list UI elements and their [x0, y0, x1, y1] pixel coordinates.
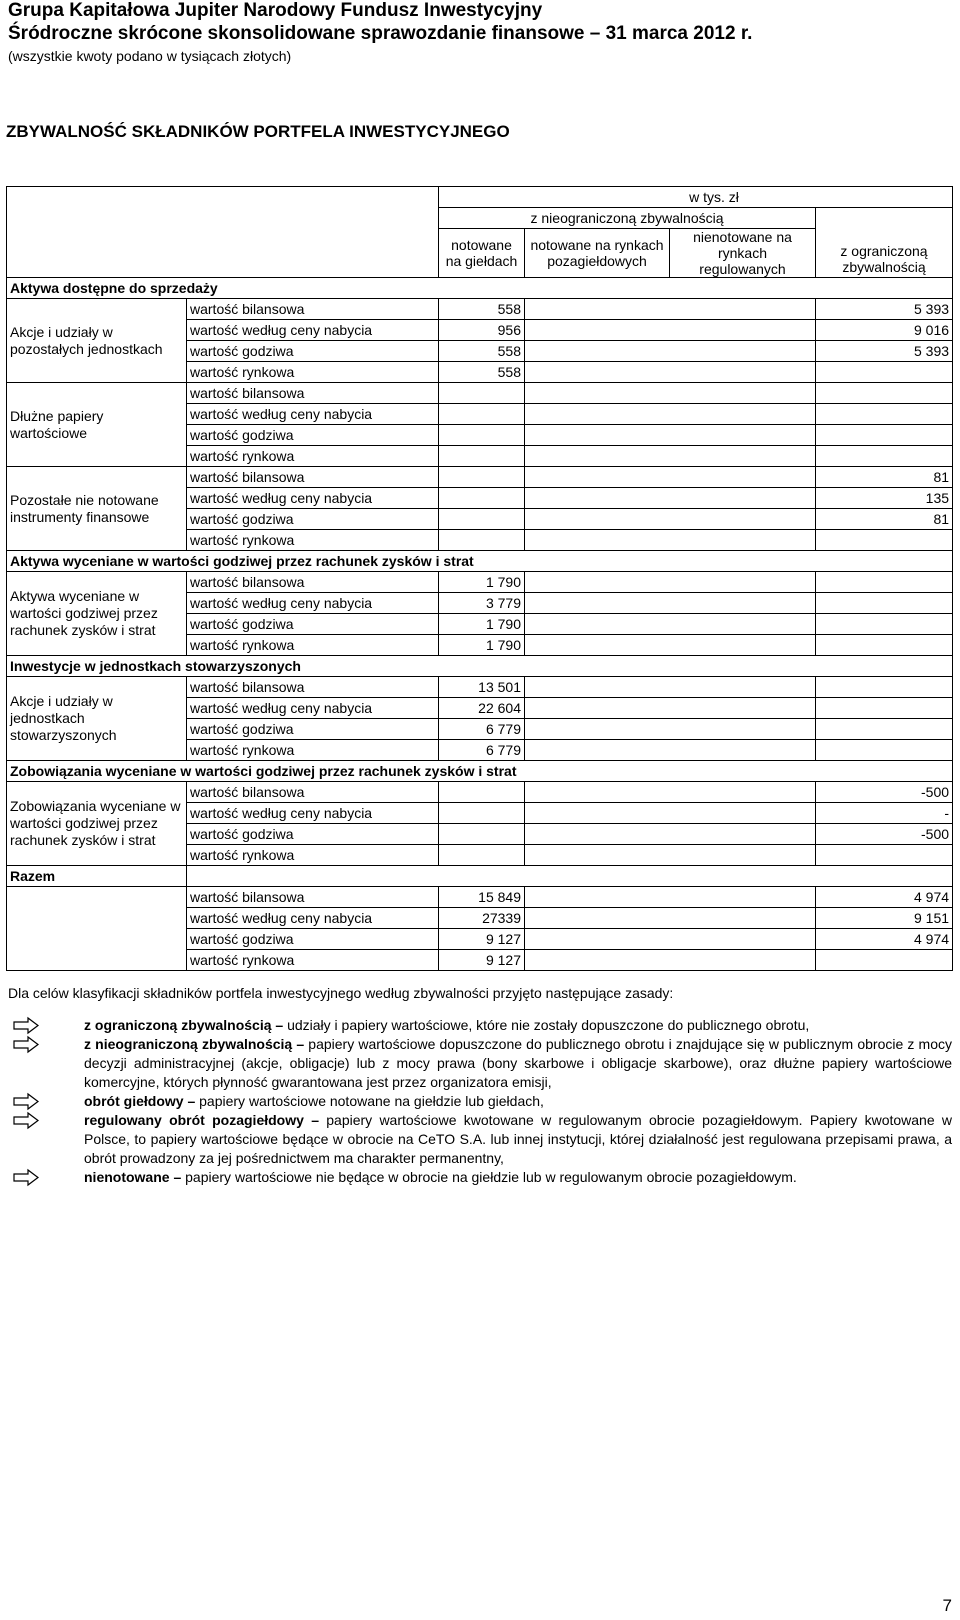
section-header: Zobowiązania wyceniane w wartości godziwej przez rachunek zysków i strat [7, 761, 953, 782]
value-cell [525, 677, 670, 698]
classification-intro: Dla celów klasyfikacji składników portfela inwestycyjnego według zbywalności przyjęto następujące zasady: [8, 985, 674, 1001]
measure-label: wartość godziwa [187, 929, 439, 950]
value-cell [525, 593, 670, 614]
value-cell [816, 950, 953, 971]
value-cell [670, 950, 816, 971]
definition-dash: – [311, 1112, 319, 1128]
measure-label: wartość rynkowa [187, 740, 439, 761]
definition-item [8, 1016, 952, 1035]
value-cell: 5 393 [816, 299, 953, 320]
value-cell [525, 425, 670, 446]
definition-term: nienotowane [84, 1169, 170, 1185]
measure-label: wartość według ceny nabycia [187, 803, 439, 824]
value-cell [670, 719, 816, 740]
row-group-label: Akcje i udziały w pozostałych jednostkach [7, 299, 187, 383]
value-cell: 558 [439, 362, 525, 383]
value-cell [670, 803, 816, 824]
value-cell [670, 383, 816, 404]
value-cell [439, 530, 525, 551]
value-cell [670, 446, 816, 467]
definition-text: papiery wartościowe nie będące w obrocie na giełdzie lub w regulowanym obrocie pozagiełdowym. [181, 1169, 797, 1185]
value-cell: 13 501 [439, 677, 525, 698]
total-label: Razem [7, 866, 187, 887]
definition-term: regulowany obrót pozagiełdowy [84, 1112, 304, 1128]
value-cell: 9 151 [816, 908, 953, 929]
value-cell [439, 425, 525, 446]
value-cell [525, 950, 670, 971]
value-cell: 558 [439, 341, 525, 362]
value-cell [525, 719, 670, 740]
value-cell [670, 887, 816, 908]
value-cell: 1 790 [439, 572, 525, 593]
measure-label: wartość godziwa [187, 719, 439, 740]
measure-label: wartość według ceny nabycia [187, 404, 439, 425]
measure-label: wartość godziwa [187, 341, 439, 362]
measure-label: wartość godziwa [187, 614, 439, 635]
arrow-bullet-icon [12, 1111, 44, 1130]
measure-label: wartość bilansowa [187, 677, 439, 698]
value-cell [439, 383, 525, 404]
value-cell [670, 824, 816, 845]
section-header: Aktywa dostępne do sprzedaży [7, 278, 953, 299]
measure-label: wartość według ceny nabycia [187, 593, 439, 614]
portfolio-liquidity-table [6, 186, 953, 971]
definition-term: z ograniczoną zbywalnością [84, 1017, 272, 1033]
section-header-row [7, 551, 953, 572]
table-row [7, 572, 953, 593]
value-cell [525, 782, 670, 803]
table-row [7, 887, 953, 908]
row-group-label: Pozostałe nie notowane instrumenty finansowe [7, 467, 187, 551]
value-cell [525, 698, 670, 719]
value-cell [525, 887, 670, 908]
definitions-list [8, 1016, 952, 1187]
value-cell: 81 [816, 509, 953, 530]
value-cell [670, 467, 816, 488]
value-cell [525, 299, 670, 320]
table-header-row-group [7, 208, 953, 229]
report-company-title: Grupa Kapitałowa Jupiter Narodowy Fundusz Inwestycyjny [8, 0, 543, 21]
value-cell [670, 488, 816, 509]
value-cell: 81 [816, 467, 953, 488]
row-group-label: Akcje i udziały w jednostkach stowarzyszonych [7, 677, 187, 761]
definition-term: obrót giełdowy [84, 1093, 184, 1109]
value-cell [816, 446, 953, 467]
arrow-bullet-icon [12, 1168, 44, 1187]
value-cell [816, 635, 953, 656]
section-header-row [7, 761, 953, 782]
value-cell [816, 740, 953, 761]
value-cell [439, 824, 525, 845]
value-cell [816, 698, 953, 719]
definition-dash: – [275, 1017, 284, 1033]
value-cell: 1 790 [439, 635, 525, 656]
measure-label: wartość bilansowa [187, 572, 439, 593]
definition-item [8, 1092, 952, 1111]
table-body [7, 187, 953, 971]
value-cell [670, 614, 816, 635]
table-row [7, 299, 953, 320]
value-cell: 6 779 [439, 740, 525, 761]
unrestricted-group-header: z nieograniczoną zbywalnością [439, 208, 816, 229]
table-row [7, 467, 953, 488]
measure-label: wartość godziwa [187, 509, 439, 530]
value-cell [525, 740, 670, 761]
measure-label: wartość bilansowa [187, 383, 439, 404]
value-cell [670, 782, 816, 803]
col-listed-header: notowane na giełdach [439, 229, 525, 278]
definition-item [8, 1168, 952, 1187]
value-cell: 4 974 [816, 929, 953, 950]
measure-label: wartość rynkowa [187, 530, 439, 551]
value-cell [439, 803, 525, 824]
measure-label: wartość według ceny nabycia [187, 488, 439, 509]
value-cell [525, 467, 670, 488]
row-group-label: Aktywa wyceniane w wartości godziwej przez rachunek zysków i strat [7, 572, 187, 656]
value-cell: 5 393 [816, 341, 953, 362]
arrow-bullet-icon [12, 1092, 44, 1111]
value-cell [816, 719, 953, 740]
value-cell [525, 383, 670, 404]
value-cell [525, 908, 670, 929]
value-cell: 3 779 [439, 593, 525, 614]
value-cell [816, 425, 953, 446]
value-cell [439, 845, 525, 866]
measure-label: wartość bilansowa [187, 467, 439, 488]
section-header: Inwestycje w jednostkach stowarzyszonych [7, 656, 953, 677]
arrow-bullet-icon [12, 1035, 44, 1054]
value-cell [816, 362, 953, 383]
report-title: Śródroczne skrócone skonsolidowane sprawozdanie finansowe – 31 marca 2012 r. [8, 23, 753, 44]
definition-term: z nieograniczoną zbywalnością [84, 1036, 293, 1052]
value-cell [816, 677, 953, 698]
total-header-row [7, 866, 953, 887]
measure-label: wartość według ceny nabycia [187, 320, 439, 341]
value-cell: 6 779 [439, 719, 525, 740]
row-group-label: Dłużne papiery wartościowe [7, 383, 187, 467]
section-title: ZBYWALNOŚĆ SKŁADNIKÓW PORTFELA INWESTYCYJNEGO [6, 122, 510, 141]
value-cell [525, 488, 670, 509]
table-header-row-columns [7, 229, 953, 278]
value-cell [439, 446, 525, 467]
value-cell [525, 929, 670, 950]
value-cell [816, 593, 953, 614]
value-cell: 558 [439, 299, 525, 320]
table-row [7, 782, 953, 803]
value-cell [816, 572, 953, 593]
measure-label: wartość godziwa [187, 425, 439, 446]
value-cell [670, 530, 816, 551]
value-cell [439, 782, 525, 803]
value-cell [670, 362, 816, 383]
section-header: Aktywa wyceniane w wartości godziwej przez rachunek zysków i strat [7, 551, 953, 572]
value-cell [439, 467, 525, 488]
value-cell [670, 299, 816, 320]
col-restricted-header: z ograniczoną zbywalnością [816, 208, 953, 278]
value-cell [670, 572, 816, 593]
measure-label: wartość bilansowa [187, 782, 439, 803]
measure-label: wartość według ceny nabycia [187, 698, 439, 719]
arrow-bullet-icon [12, 1016, 44, 1035]
table-header-row-unit [7, 187, 953, 208]
measure-label: wartość bilansowa [187, 887, 439, 908]
value-cell [439, 509, 525, 530]
value-cell [670, 929, 816, 950]
page-number: 7 [942, 1596, 952, 1615]
value-cell: -500 [816, 824, 953, 845]
value-cell [816, 383, 953, 404]
value-cell [525, 362, 670, 383]
value-cell [670, 509, 816, 530]
table-row [7, 677, 953, 698]
value-cell: 1 790 [439, 614, 525, 635]
value-cell [525, 530, 670, 551]
measure-label: wartość rynkowa [187, 362, 439, 383]
value-cell: - [816, 803, 953, 824]
value-cell [525, 446, 670, 467]
value-cell [525, 845, 670, 866]
value-cell: 9 127 [439, 929, 525, 950]
value-cell: 135 [816, 488, 953, 509]
value-cell [525, 614, 670, 635]
measure-label: wartość według ceny nabycia [187, 908, 439, 929]
definition-text: udziały i papiery wartościowe, które nie zostały dopuszczone do publicznego obrotu, [283, 1017, 810, 1033]
section-header-row [7, 656, 953, 677]
value-cell [670, 845, 816, 866]
value-cell [525, 635, 670, 656]
value-cell: 22 604 [439, 698, 525, 719]
measure-label: wartość rynkowa [187, 950, 439, 971]
value-cell [670, 425, 816, 446]
definition-text: papiery wartościowe kwotowane w regulowanym obrocie pozagiełdowym. Papiery kwotowane w Polsce, to papiery wartościowe będące w obrocie na CeTO S.A. lub innej instytucji, której działalność jest regulowana przepisami prawa, a obrót prowadzony za jej pośrednictwem ma charakter permanentny, [84, 1112, 953, 1166]
value-cell [816, 404, 953, 425]
value-cell: 15 849 [439, 887, 525, 908]
value-cell [525, 572, 670, 593]
value-cell [670, 593, 816, 614]
value-cell [670, 635, 816, 656]
value-cell: 9 016 [816, 320, 953, 341]
value-cell [670, 908, 816, 929]
value-cell [525, 404, 670, 425]
definition-item [8, 1035, 952, 1092]
measure-label: wartość bilansowa [187, 299, 439, 320]
measure-label: wartość rynkowa [187, 845, 439, 866]
value-cell [670, 740, 816, 761]
value-cell [525, 509, 670, 530]
value-cell: 956 [439, 320, 525, 341]
col-unlisted-header: nienotowane na rynkach regulowanych [670, 229, 816, 278]
unit-label: w tys. zł [439, 187, 953, 208]
value-cell [439, 404, 525, 425]
definition-dash: – [296, 1036, 305, 1052]
value-cell [670, 698, 816, 719]
value-cell [816, 845, 953, 866]
col-otc-header: notowane na rynkach pozagiełdowych [525, 229, 670, 278]
definition-text: papiery wartościowe notowane na giełdzie lub giełdach, [195, 1093, 544, 1109]
value-cell: 27339 [439, 908, 525, 929]
measure-label: wartość godziwa [187, 824, 439, 845]
measure-label: wartość rynkowa [187, 635, 439, 656]
value-cell [816, 530, 953, 551]
value-cell [816, 614, 953, 635]
value-cell [525, 824, 670, 845]
definition-text: papiery wartościowe dopuszczone do publicznego obrotu i znajdujące się w publicznym obrocie z mocy decyzji administracyjnej (akcje, obligacje) lub z mocy prawa (bony skarbowe i obligacje skarbowe), oraz dłużne papiery wartościowe komercyjne, których płynność gwarantowana jest przez organizatora emisji, [84, 1036, 952, 1090]
definition-dash: – [187, 1093, 196, 1109]
table-row [7, 383, 953, 404]
value-cell [670, 677, 816, 698]
definition-item [8, 1111, 952, 1168]
report-currency-note: (wszystkie kwoty podano w tysiącach złotych) [8, 48, 292, 64]
value-cell: -500 [816, 782, 953, 803]
value-cell [439, 488, 525, 509]
value-cell [525, 320, 670, 341]
value-cell: 4 974 [816, 887, 953, 908]
definition-dash: – [173, 1169, 182, 1185]
value-cell [670, 404, 816, 425]
row-group-label: Zobowiązania wyceniane w wartości godziwej przez rachunek zysków i strat [7, 782, 187, 866]
row-group-label [7, 887, 187, 971]
value-cell [670, 320, 816, 341]
value-cell [525, 341, 670, 362]
value-cell [670, 341, 816, 362]
value-cell: 9 127 [439, 950, 525, 971]
section-header-row [7, 278, 953, 299]
value-cell [525, 803, 670, 824]
measure-label: wartość rynkowa [187, 446, 439, 467]
